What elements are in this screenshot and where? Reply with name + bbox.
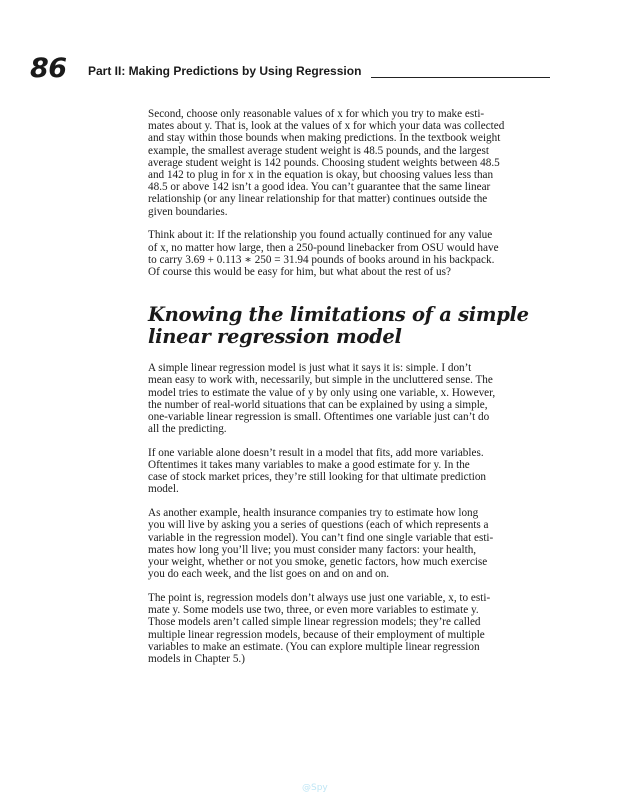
text-line: of x, no matter how large, then a 250-pound linebacker from OSU would have — [148, 241, 499, 254]
text-line: Second, choose only reasonable values of x for which you try to make esti- — [148, 108, 485, 120]
running-head: Part II: Making Predictions by Using Regression — [88, 64, 362, 78]
header-rule — [371, 77, 550, 78]
paragraph-insurance-example — [148, 507, 556, 580]
text-line: multiple linear regression models, because of their employment of multiple — [148, 628, 485, 641]
text-line: given boundaries. — [148, 205, 228, 218]
text-line: If one variable alone doesn’t result in a model that fits, add more variables. — [148, 446, 484, 459]
text-line: mate y. Some models use two, three, or even more variables to estimate y. — [148, 604, 479, 617]
text-line: you do each week, and the list goes on and on and on. — [148, 568, 390, 581]
text-line: model. — [148, 483, 179, 496]
watermark: @Spy — [302, 783, 328, 793]
paragraph-linebacker-example — [148, 229, 556, 278]
text-line: your weight, whether or not you smoke, genetic factors, how much exercise — [148, 555, 488, 568]
text-line: the number of real-world situations that can be explained by using a simple, — [148, 398, 488, 411]
text-line: 48.5 or above 142 isn’t a good idea. You can’t guarantee that the same linear — [148, 181, 491, 194]
text-line: mates how long you’ll live; you must consider many factors: your health, — [148, 543, 477, 556]
text-line: relationship (or any linear relationship for that matter) continues outside the — [148, 193, 488, 206]
text-line: As another example, health insurance companies try to estimate how long — [148, 507, 479, 520]
text-line: Oftentimes it takes many variables to make a good estimate for y. In the — [148, 459, 470, 472]
text-line: The point is, regression models don’t always use just one variable, x, to esti- — [148, 591, 491, 604]
text-line: and 142 to plug in for x in the equation is okay, but choosing values less than — [148, 169, 494, 182]
paragraph-multiple-regression — [148, 592, 556, 665]
text-line: case of stock market prices, they’re still looking for that ultimate prediction — [148, 471, 487, 484]
text-line: and stay within those bounds when making predictions. In the textbook weight — [148, 132, 501, 145]
text-line: example, the smallest average student weight is 48.5 pounds, and the largest — [148, 144, 489, 157]
text-line: A simple linear regression model is just what it says it is: simple. I don’t — [148, 362, 472, 375]
text-line: you will live by asking you a series of questions (each of which represents a — [148, 519, 489, 532]
heading-line: Knowing the limitations of a simple — [148, 303, 529, 327]
text-line: models in Chapter 5.) — [148, 652, 245, 665]
heading-line: linear regression model — [148, 325, 402, 349]
text-line: average student weight is 142 pounds. Choosing student weights between 48.5 — [148, 156, 500, 169]
text-line: variable in the regression model). You can’t find one single variable that esti- — [148, 531, 494, 544]
text-line: variables to make an estimate. (You can explore multiple linear regression — [148, 640, 480, 653]
text-line: Of course this would be easy for him, but what about the rest of us? — [148, 265, 451, 278]
paragraph-add-variables — [148, 447, 556, 496]
text-line: Those models aren’t called simple linear regression models; they’re called — [148, 616, 481, 629]
text-line: Think about it: If the relationship you found actually continued for any value — [148, 229, 493, 242]
page-number: 86 — [30, 53, 67, 84]
section-heading — [148, 304, 556, 348]
paragraph-reasonable-values — [148, 108, 556, 218]
text-line: model tries to estimate the value of y by only using one variable, x. However, — [148, 386, 496, 399]
text-line: mean easy to work with, necessarily, but simple in the uncluttered sense. The — [148, 374, 493, 387]
text-line: to carry 3.69 + 0.113 ∗ 250 = 31.94 pounds of books around in his backpack. — [148, 253, 495, 266]
text-line: one-variable linear regression is small. Oftentimes one variable just can’t do — [148, 410, 490, 423]
paragraph-simple-model — [148, 362, 556, 435]
text-line: mates about y. That is, look at the values of x for which your data was collected — [148, 120, 505, 133]
text-line: all the predicting. — [148, 423, 227, 436]
body-text — [148, 108, 556, 665]
